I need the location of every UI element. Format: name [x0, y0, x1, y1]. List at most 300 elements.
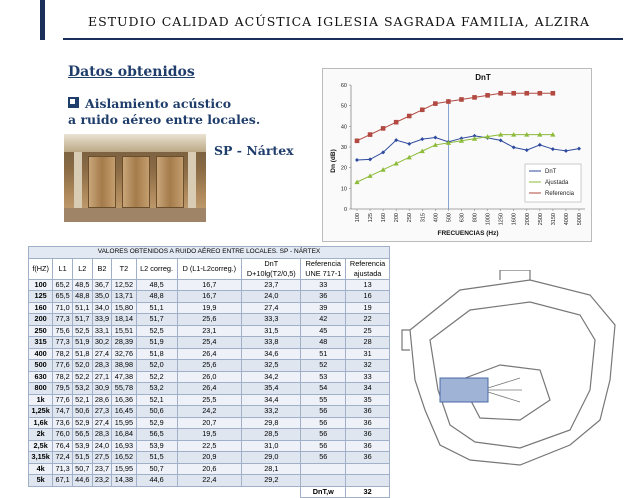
chart-x-tick-label: 800 — [472, 213, 479, 223]
table-row — [29, 279, 390, 291]
table-cell: 53 — [301, 371, 346, 383]
table-cell: 51,7 — [72, 314, 92, 326]
table-cell: 20,6 — [177, 463, 242, 475]
table-cell: 15,95 — [112, 417, 136, 429]
table-cell: 12,52 — [112, 279, 136, 291]
table-cell: 30,2 — [92, 337, 112, 349]
chart-legend — [525, 164, 581, 202]
table-blank-cell — [29, 486, 53, 498]
chart-point — [459, 97, 464, 102]
table-cell: 71,3 — [53, 463, 73, 475]
table-cell: 32,5 — [242, 360, 301, 372]
photo-pillar — [74, 152, 82, 210]
table-cell: 38,98 — [112, 360, 136, 372]
table-cell: 26,4 — [177, 383, 242, 395]
chart-point — [485, 93, 490, 98]
table-row-header: 3,15k — [29, 452, 53, 464]
table-row-header: 4k — [29, 463, 53, 475]
table-cell: 33,8 — [242, 337, 301, 349]
table-cell: 16,93 — [112, 440, 136, 452]
table-header-cell: D (L1-L2correg.) — [177, 258, 242, 279]
table-row — [29, 360, 390, 372]
table-row-header: 1k — [29, 394, 53, 406]
table-cell: 77,3 — [53, 337, 73, 349]
table-cell: 52,1 — [72, 394, 92, 406]
chart-point — [355, 158, 359, 162]
table-cell: 73,6 — [53, 417, 73, 429]
table-cell: 51 — [301, 348, 346, 360]
table-cell: 20,9 — [177, 452, 242, 464]
table-cell: 23,2 — [92, 475, 112, 487]
chart-title: DnT — [475, 73, 491, 82]
table-cell: 75,6 — [53, 325, 73, 337]
table-cell: 24,0 — [242, 291, 301, 303]
photo-door — [156, 156, 184, 208]
room-photo — [64, 134, 206, 222]
table-cell: 28,1 — [242, 463, 301, 475]
chart-point — [381, 167, 386, 172]
table-cell: 35,0 — [92, 291, 112, 303]
chart-y-tick-label: 40 — [340, 124, 347, 131]
table-cell: 26,4 — [177, 348, 242, 360]
table-row — [29, 348, 390, 360]
results-table-wrap — [28, 246, 390, 498]
table-cell: 44,6 — [72, 475, 92, 487]
table-cell: 36,7 — [92, 279, 112, 291]
table-cell: 34,4 — [242, 394, 301, 406]
chart-legend-label: Ajustada — [545, 180, 569, 186]
table-cell: 36 — [301, 291, 346, 303]
chart-x-tick-label: 500 — [446, 213, 453, 223]
table-cell: 52,5 — [136, 325, 177, 337]
table-cell: 52 — [301, 360, 346, 372]
table-header-cell: f(HZ) — [29, 258, 53, 279]
table-cell: 51,9 — [72, 337, 92, 349]
table-cell: 24,0 — [92, 440, 112, 452]
bullet-text — [68, 96, 260, 128]
table-cell: 34,0 — [92, 302, 112, 314]
chart-y-tick-label: 20 — [340, 165, 347, 172]
chart-point — [420, 137, 424, 141]
table-cell: 52,2 — [72, 371, 92, 383]
chart-xlabel: FRECUENCIAS (Hz) — [437, 230, 499, 237]
table-cell: 28 — [346, 337, 390, 349]
table-cell: 16,7 — [177, 279, 242, 291]
chart-point — [355, 139, 360, 144]
table-cell: 23,7 — [242, 279, 301, 291]
floor-plan-walls — [402, 270, 615, 465]
chart-point — [538, 91, 543, 96]
table-cell: 65,5 — [53, 291, 73, 303]
table-cell: 56 — [301, 406, 346, 418]
table-cell: 22,5 — [177, 440, 242, 452]
table-cell: 25,4 — [177, 337, 242, 349]
chart-x-tick-label: 100 — [355, 213, 361, 223]
table-cell: 34 — [346, 383, 390, 395]
table-cell: 34,2 — [242, 371, 301, 383]
table-blank-cell — [92, 486, 112, 498]
table-row — [29, 302, 390, 314]
chart-y-tick-label: 30 — [340, 145, 347, 151]
table-blank-cell — [53, 486, 73, 498]
table-cell: 24,2 — [177, 406, 242, 418]
header-dnt-line1: DnT — [264, 258, 279, 268]
table-cell: 20,7 — [177, 417, 242, 429]
table-cell: 36 — [346, 452, 390, 464]
table-cell: 56,5 — [136, 429, 177, 441]
table-cell: 27,4 — [92, 348, 112, 360]
table-cell: 67,1 — [53, 475, 73, 487]
table-cell: 51,8 — [72, 348, 92, 360]
table-cell: 15,80 — [112, 302, 136, 314]
floor-plan-highlight — [440, 378, 488, 402]
table-cell: 44,6 — [136, 475, 177, 487]
table-cell: 51,8 — [136, 348, 177, 360]
header-dnt-line2: D+10lg(T2/0,5) — [246, 268, 296, 278]
table-cell: 16,52 — [112, 452, 136, 464]
table-cell: 51,7 — [136, 314, 177, 326]
table-row — [29, 429, 390, 441]
table-row — [29, 291, 390, 303]
table-row-header: 400 — [29, 348, 53, 360]
table-row-header: 100 — [29, 279, 53, 291]
chart-point — [354, 180, 359, 185]
table-header-cell: L2 correg. — [136, 258, 177, 279]
chart-point — [498, 91, 503, 96]
chart-point — [368, 157, 372, 161]
table-row — [29, 314, 390, 326]
table-row — [29, 463, 390, 475]
table-cell: 28,6 — [92, 394, 112, 406]
photo-pillar — [188, 152, 196, 210]
table-cell: 48,8 — [136, 291, 177, 303]
table-body — [29, 279, 390, 498]
table-header-cell: B2 — [92, 258, 112, 279]
chart-point — [407, 142, 411, 146]
bullet-line-2: a ruido aéreo entre locales. — [68, 112, 261, 127]
chart-x-tick-label: 200 — [394, 213, 401, 223]
table-row — [29, 440, 390, 452]
table-cell: 36 — [346, 440, 390, 452]
table-cell: 53,2 — [136, 383, 177, 395]
chart-x-tick-label: 315 — [420, 213, 427, 223]
total-label: DnT,w — [301, 486, 346, 498]
table-cell: 48,8 — [72, 291, 92, 303]
table-cell: 52,0 — [72, 360, 92, 372]
table-cell: 27,4 — [92, 417, 112, 429]
table-row-header: 2,5k — [29, 440, 53, 452]
chart-point — [394, 161, 399, 166]
table-cell: 53,2 — [72, 383, 92, 395]
table-row-header: 800 — [29, 383, 53, 395]
table-cell: 36 — [346, 429, 390, 441]
table-cell: 19,9 — [177, 302, 242, 314]
table-header-cell: L2 — [72, 258, 92, 279]
table-cell: 48 — [301, 337, 346, 349]
table-cell: 36 — [346, 417, 390, 429]
table-cell: 52,1 — [136, 394, 177, 406]
chart-x-tick-label: 2000 — [524, 213, 531, 226]
chart-point — [407, 114, 412, 119]
table-cell: 51,9 — [136, 337, 177, 349]
table-row — [29, 383, 390, 395]
table-blank-cell — [72, 486, 92, 498]
table-cell: 23,1 — [177, 325, 242, 337]
table-cell: 50,6 — [72, 406, 92, 418]
table-cell: 50,7 — [72, 463, 92, 475]
table-cell: 32 — [346, 360, 390, 372]
table-cell: 33 — [301, 279, 346, 291]
table-cell: 31,0 — [242, 440, 301, 452]
chart-point — [420, 108, 425, 113]
table-cell: 16,7 — [177, 291, 242, 303]
chart-point — [499, 138, 503, 142]
table-cell: 77,3 — [53, 314, 73, 326]
chart-point — [564, 149, 568, 153]
chart-x-tick-label: 160 — [381, 213, 388, 223]
table-row-header: 5k — [29, 475, 53, 487]
table-cell: 56,5 — [72, 429, 92, 441]
chart-ylabel: Dn (dB) — [330, 149, 337, 173]
table-cell: 35 — [346, 394, 390, 406]
header-ref-line2: UNE 717-1 — [305, 268, 342, 278]
table-cell: 33,3 — [242, 314, 301, 326]
table-cell: 22,4 — [177, 475, 242, 487]
table-cell: 56 — [301, 440, 346, 452]
table-cell: 27,3 — [92, 406, 112, 418]
table-cell — [301, 463, 346, 475]
table-cell: 48,5 — [136, 279, 177, 291]
table-cell: 76,4 — [53, 440, 73, 452]
table-cell: 50,7 — [136, 463, 177, 475]
bullet-line-1: Aislamiento acústico — [85, 96, 232, 111]
table-cell: 47,38 — [112, 371, 136, 383]
table-row — [29, 475, 390, 487]
table-header-cell — [242, 258, 301, 279]
floor-plan — [400, 270, 620, 470]
table-cell: 25,5 — [177, 394, 242, 406]
table-header-cell — [301, 258, 346, 279]
table-cell: 56 — [301, 452, 346, 464]
results-table — [28, 246, 390, 498]
table-row-header: 2k — [29, 429, 53, 441]
chart — [322, 68, 592, 242]
table-cell: 27,5 — [92, 452, 112, 464]
chart-legend-label: DnT — [545, 169, 557, 175]
table-row — [29, 394, 390, 406]
table-cell: 55,78 — [112, 383, 136, 395]
chart-point — [367, 173, 372, 178]
chart-x-tick-label: 1250 — [498, 213, 505, 226]
table-cell: 16,36 — [112, 394, 136, 406]
table-cell: 22 — [346, 314, 390, 326]
chart-x-tick-label: 3150 — [550, 213, 557, 226]
table-row-header: 1,6k — [29, 417, 53, 429]
table-header-cell: T2 — [112, 258, 136, 279]
table-row-header: 250 — [29, 325, 53, 337]
chart-x-tick-label: 2500 — [537, 213, 544, 226]
chart-y-tick-label: 50 — [340, 103, 347, 110]
table-cell: 55 — [301, 394, 346, 406]
table-cell: 14,38 — [112, 475, 136, 487]
chart-y-tick-label: 10 — [340, 186, 347, 193]
table-cell: 32,76 — [112, 348, 136, 360]
table-row — [29, 325, 390, 337]
floor-plan-fan-arrows — [488, 378, 522, 402]
table-cell: 52,9 — [136, 417, 177, 429]
table-cell: 50,6 — [136, 406, 177, 418]
photo-ceiling — [64, 134, 206, 152]
total-value: 32 — [346, 486, 390, 498]
photo-door — [122, 156, 150, 208]
table-cell: 56 — [301, 429, 346, 441]
chart-legend-label: Referencia — [545, 191, 575, 197]
chart-x-tick-label: 4000 — [563, 212, 570, 226]
table-cell: 53,9 — [136, 440, 177, 452]
table-row-header: 315 — [29, 337, 53, 349]
bullet-checkbox-icon — [68, 97, 79, 108]
chart-point — [524, 91, 529, 96]
table-cell: 52,5 — [72, 325, 92, 337]
table-cell — [346, 475, 390, 487]
header-adj-line2: ajustada — [353, 268, 382, 278]
table-cell: 51,1 — [136, 302, 177, 314]
table-row — [29, 337, 390, 349]
table-cell: 42 — [301, 314, 346, 326]
chart-point — [525, 148, 529, 152]
section-heading: Datos obtenidos — [68, 64, 195, 80]
table-cell: 28,5 — [242, 429, 301, 441]
table-cell: 18,14 — [112, 314, 136, 326]
table-cell: 28,3 — [92, 360, 112, 372]
table-row — [29, 417, 390, 429]
table-cell: 33,9 — [92, 314, 112, 326]
table-cell: 27,4 — [242, 302, 301, 314]
table-cell: 33 — [346, 371, 390, 383]
table-cell: 51,5 — [136, 452, 177, 464]
chart-x-tick-label: 630 — [459, 213, 466, 223]
table-cell: 45 — [301, 325, 346, 337]
table-cell: 65,2 — [53, 279, 73, 291]
table-blank-cell — [177, 486, 242, 498]
header-ref-line1: Referencia — [305, 258, 341, 268]
chart-x-tick-label: 5000 — [577, 213, 583, 226]
chart-x-tick-label: 125 — [368, 213, 375, 223]
table-row-header: 630 — [29, 371, 53, 383]
table-caption: VALORES OBTENIDOS A RUIDO AÉREO ENTRE LOCALES. SP - NÁRTEX — [29, 247, 390, 259]
chart-point — [433, 135, 437, 139]
table-cell: 79,5 — [53, 383, 73, 395]
table-cell: 19,5 — [177, 429, 242, 441]
chart-x-tick-label: 400 — [433, 213, 440, 223]
table-cell: 15,51 — [112, 325, 136, 337]
table-row-header: 160 — [29, 302, 53, 314]
chart-x-tick-label: 250 — [407, 213, 414, 223]
chart-series-line — [357, 93, 553, 141]
table-cell: 30,9 — [92, 383, 112, 395]
table-row-header: 200 — [29, 314, 53, 326]
table-cell: 76,0 — [53, 429, 73, 441]
table-cell: 28,3 — [92, 429, 112, 441]
chart-point — [433, 101, 438, 106]
table-cell: 77,6 — [53, 360, 73, 372]
chart-point — [551, 147, 555, 151]
table-cell: 16 — [346, 291, 390, 303]
chart-svg — [323, 69, 591, 241]
header-line — [63, 38, 623, 40]
chart-y-tick-label: 60 — [340, 83, 347, 89]
table-cell: 51,1 — [72, 302, 92, 314]
table-cell: 51,5 — [72, 452, 92, 464]
table-cell — [346, 463, 390, 475]
table-cell: 35,4 — [242, 383, 301, 395]
table-total-row — [29, 486, 390, 498]
chart-point — [551, 91, 556, 96]
table-cell: 16,45 — [112, 406, 136, 418]
chart-point — [420, 149, 425, 154]
header-bar — [40, 0, 45, 40]
table-cell: 78,2 — [53, 348, 73, 360]
table-cell: 19 — [346, 302, 390, 314]
table-cell: 54 — [301, 383, 346, 395]
table-cell: 26,0 — [177, 371, 242, 383]
chart-point — [511, 91, 516, 96]
chart-point — [381, 126, 386, 131]
chart-x-tick-label: 1600 — [511, 213, 518, 226]
table-cell: 15,95 — [112, 463, 136, 475]
chart-point — [446, 99, 451, 104]
chart-point — [472, 95, 477, 100]
table-cell: 56 — [301, 417, 346, 429]
chart-point — [538, 143, 542, 147]
table-cell: 52,2 — [136, 371, 177, 383]
table-cell: 25,6 — [177, 360, 242, 372]
floor-plan-drawing — [400, 270, 620, 470]
chart-point — [407, 155, 412, 160]
slide-title: ESTUDIO CALIDAD ACÚSTICA IGLESIA SAGRADA FAMILIA, ALZIRA — [88, 14, 590, 29]
table-cell: 53,9 — [72, 440, 92, 452]
table-cell: 31,5 — [242, 325, 301, 337]
table-cell: 27,1 — [92, 371, 112, 383]
table-cell: 74,7 — [53, 406, 73, 418]
table-header-cell: L1 — [53, 258, 73, 279]
table-row-header: 500 — [29, 360, 53, 372]
table-cell: 31 — [346, 348, 390, 360]
table-row-header: 125 — [29, 291, 53, 303]
table-cell: 34,6 — [242, 348, 301, 360]
table-cell: 52,0 — [136, 360, 177, 372]
table-cell: 13 — [346, 279, 390, 291]
table-cell: 29,8 — [242, 417, 301, 429]
table-cell: 36 — [346, 406, 390, 418]
table-blank-cell — [242, 486, 301, 498]
table-cell: 77,6 — [53, 394, 73, 406]
table-cell: 72,4 — [53, 452, 73, 464]
table-cell: 71,0 — [53, 302, 73, 314]
chart-axes — [341, 83, 585, 225]
table-blank-cell — [112, 486, 136, 498]
table-cell — [301, 475, 346, 487]
chart-x-tick-label: 1000 — [485, 213, 492, 226]
table-cell: 33,1 — [92, 325, 112, 337]
chart-y-tick-label: 0 — [343, 207, 347, 213]
table-cell: 16,84 — [112, 429, 136, 441]
header-adj-line1: Referencia — [349, 258, 386, 268]
photo-floor — [64, 208, 206, 222]
table-cell: 23,7 — [92, 463, 112, 475]
table-cell: 39 — [301, 302, 346, 314]
chart-point — [368, 132, 373, 137]
